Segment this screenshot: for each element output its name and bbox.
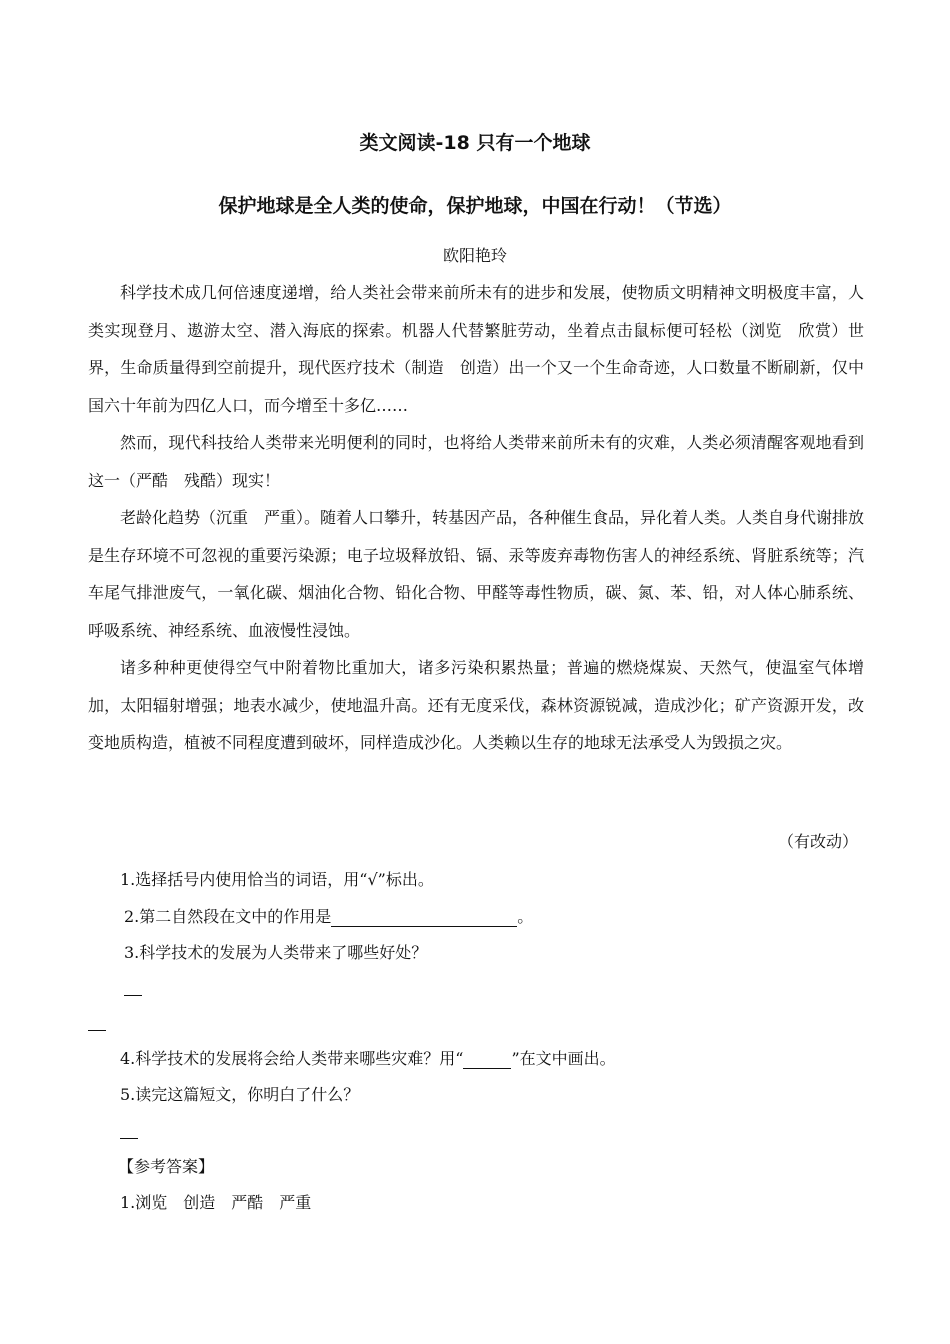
article-body	[88, 274, 864, 762]
question-5: 5.读完这篇短文，你明白了什么？	[120, 1085, 360, 1104]
answer-blank[interactable]	[331, 908, 517, 927]
question-1: 1.选择括号内使用恰当的词语，用“√”标出。	[120, 870, 434, 889]
question-4	[120, 1046, 616, 1069]
question-4-end: ”在文中画出。	[511, 1049, 616, 1068]
article-author: 欧阳艳玲	[442, 246, 507, 265]
answer-line[interactable]	[120, 1138, 138, 1139]
question-2-text: 2.第二自然段在文中的作用是	[124, 907, 332, 926]
answer-line[interactable]	[124, 995, 142, 996]
page-title: 类文阅读-18 只有一个地球	[359, 132, 591, 154]
paragraph-3: 老龄化趋势（沉重 严重）。随着人口攀升，转基因产品，各种催生食品，异化着人类。人类自身代谢排放是生存环境不可忽视的重要污染源；电子垃圾释放铅、镉、汞等废弃毒物伤害人的神经系统、肾脏系统等；汽车尾气排泄废气，一氧化碳、烟油化合物、铅化合物、甲醛等毒性物质，碳、氮、苯、铅，对人体心肺系统、呼吸系统、神经系统、血液慢性浸蚀。	[88, 508, 865, 640]
reference-answer-heading: 【参考答案】	[118, 1157, 215, 1176]
question-3: 3.科学技术的发展为人类带来了哪些好处？	[124, 943, 428, 962]
answer-line[interactable]	[88, 1030, 106, 1031]
revision-note: （有改动）	[777, 832, 858, 851]
question-4-text: 4.科学技术的发展将会给人类带来哪些灾难？用“	[120, 1049, 464, 1068]
question-2	[124, 904, 533, 927]
paragraph-4: 诸多种种更使得空气中附着物比重加大，诸多污染积累热量；普遍的燃烧煤炭、天然气，使温室气体增加，太阳辐射增强；地表水减少，使地温升高。还有无度采伐，森林资源锐减，造成沙化；矿产资源开发，改变地质构造，植被不同程度遭到破坏，同样造成沙化。人类赖以生存的地球无法承受人为毁损之灾。	[88, 658, 864, 752]
underline-mark	[463, 1050, 511, 1069]
paragraph-1: 科学技术成几何倍速度递增，给人类社会带来前所未有的进步和发展，使物质文明精神文明极度丰富，人类实现登月、遨游太空、潜入海底的探索。机器人代替繁脏劳动，坐着点击鼠标便可轻松（浏览 欣赏）世界，生命质量得到空前提升，现代医疗技术（制造 创造）出一个又一个生命奇迹，人口数量不断刷新，仅中国六十年前为四亿人口，而今增至十多亿……	[88, 283, 864, 415]
article-title: 保护地球是全人类的使命，保护地球，中国在行动！（节选）	[218, 195, 732, 217]
question-2-end: 。	[517, 907, 534, 926]
paragraph-2: 然而，现代科技给人类带来光明便利的同时，也将给人类带来前所未有的灾难，人类必须清醒客观地看到这一（严酷 残酷）现实！	[88, 433, 864, 490]
answer-1: 1.浏览 创造 严酷 严重	[120, 1193, 312, 1212]
